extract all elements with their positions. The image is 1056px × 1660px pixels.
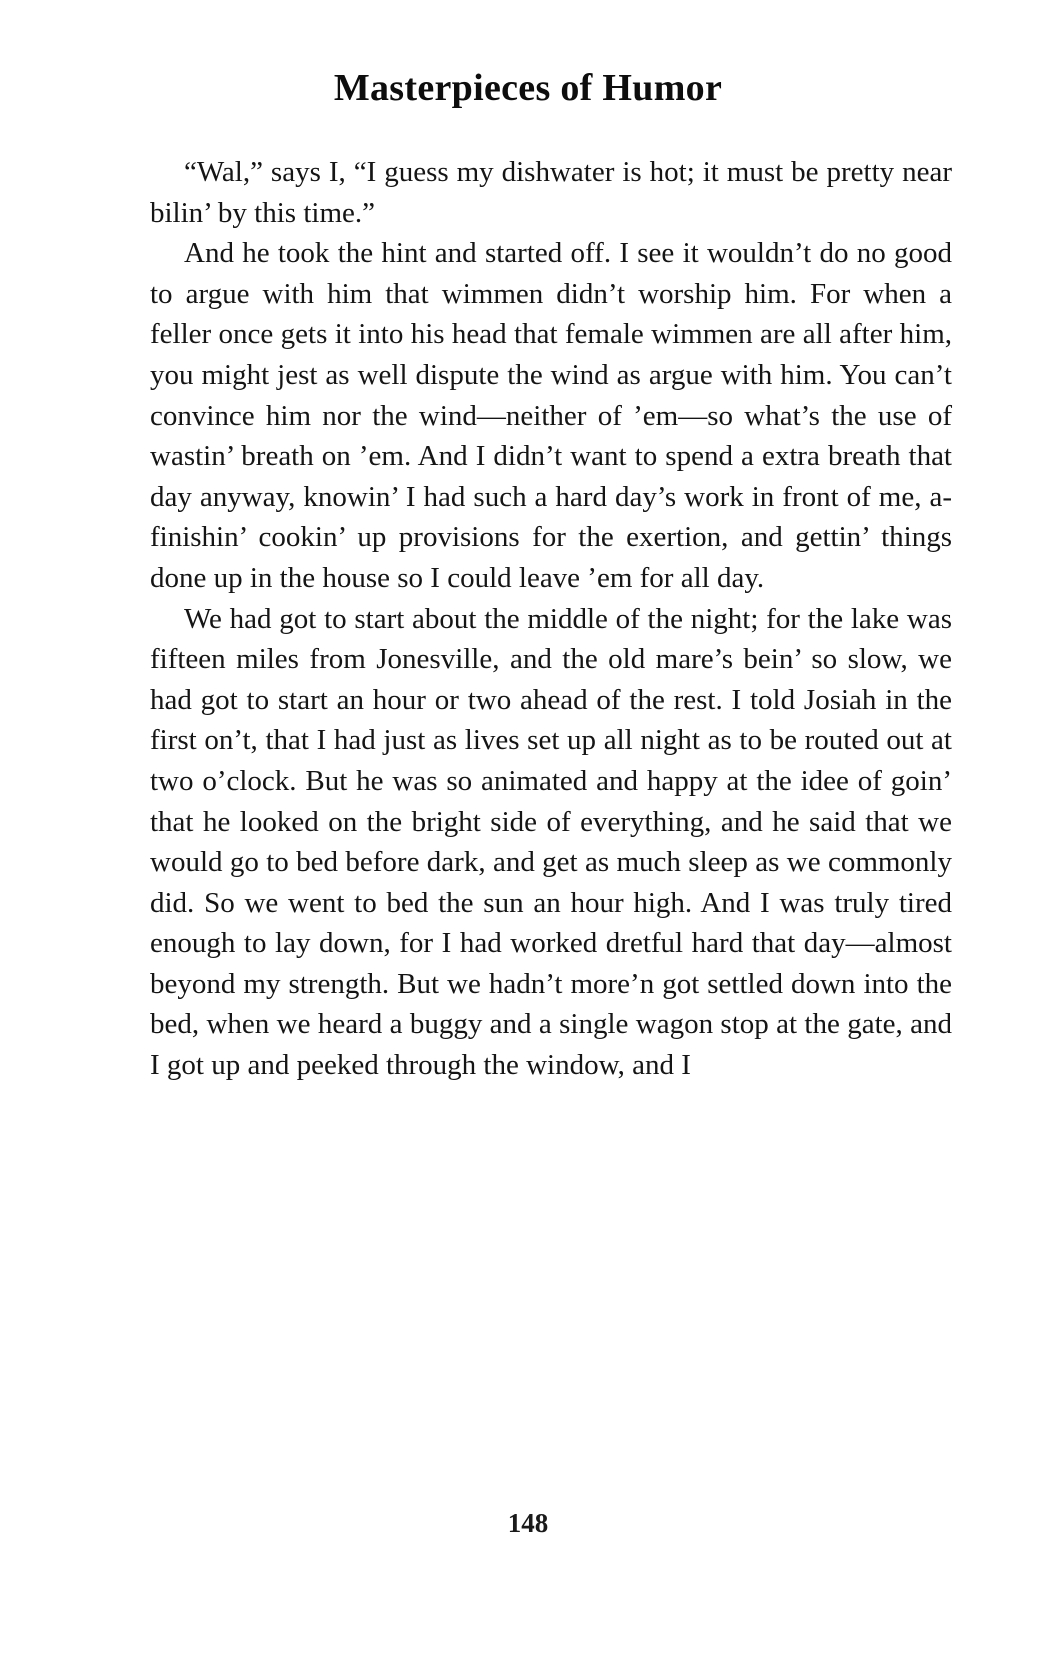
running-head: Masterpieces of Humor xyxy=(333,67,723,109)
body-text xyxy=(150,152,952,1086)
paragraph: And he took the hint and started off. I see it wouldn’t do no good to argue with him that wimmen didn’t worship him. For when a feller once gets it into his head that female wimmen are all after him, you might jest as well dispute the wind as argue with him. You can’t convince him nor the wind—neither of ’em—so what’s the use of wastin’ breath on ’em. And I didn’t want to spend a extra breath that day anyway, knowin’ I had such a hard day’s work in front of me, a-finishin’ cookin’ up provisions for the exertion, and gettin’ things done up in the house so I could leave ’em for all day. xyxy=(150,237,952,594)
page-number: 148 xyxy=(507,1508,549,1538)
paragraph: We had got to start about the middle of the night; for the lake was fifteen miles from Jonesville, and the old mare’s bein’ so slow, we had got to start an hour or two ahead of the rest. I told Josiah in the first on’t, that I had just as lives set up all night as to be routed out at two o’clock. But he was so animated and happy at the idee of goin’ that he looked on the bright side of everything, and he said that we would go to bed before dark, and get as much sleep as we commonly did. So we went to bed the sun an hour high. And I was truly tired enough to lay down, for I had worked dretful hard that day—almost beyond my strength. But we hadn’t more’n got settled down into the bed, when we heard a buggy and a single wagon stop at the gate, and I got up and peeked through the window, and I xyxy=(150,602,952,1082)
paragraph: “Wal,” says I, “I guess my dishwater is hot; it must be pretty near bilin’ by this time.” xyxy=(150,156,952,229)
